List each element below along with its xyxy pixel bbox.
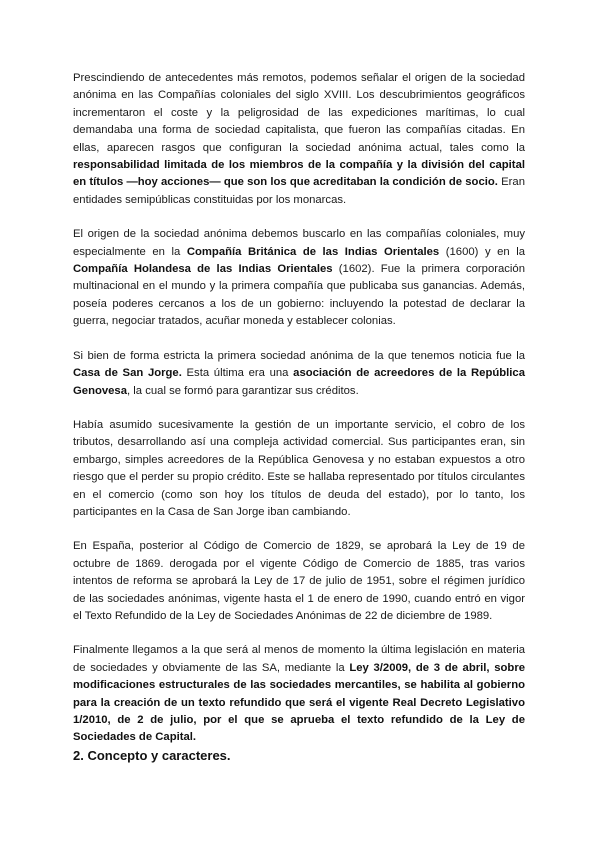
paragraph-bold-text: responsabilidad limitada de los miembros de la compañía y la división del capital en títulos —hoy acciones— que son los que acreditaban la condición de socio. (73, 159, 525, 189)
paragraph-text: Esta última era una (181, 367, 294, 380)
paragraph-espana-legislacion (73, 538, 525, 625)
paragraph-gestion-tributos (73, 417, 525, 521)
paragraph-text: El origen de la sociedad anónima debemos buscarlo en las compañías coloniales, muy especialmente en la (73, 228, 525, 258)
paragraph-text: (1602). Fue la primera corporación multinacional en el mundo y la primera compañía que publicaba sus ganancias. Además, poseía poderes cercanos a los de un gobierno: incluyendo la potestad de declarar la guerra, negociar tratados, acuñar moneda y establecer colonias. (73, 263, 525, 328)
paragraph-text: En España, posterior al Código de Comercio de 1829, se aprobará la Ley de 19 de octubre de 1869. derogada por el vigente Código de Comercio de 1885, tras varios intentos de reforma se aprobará la Ley de 17 de julio de 1951, sobre el régimen jurídico de las sociedades anónimas, vigente hasta el 1 de enero de 1990, cuando entró en vigor el Texto Refundido de la Ley de Sociedades Anónimas de 22 de diciembre de 1989. (73, 540, 525, 622)
paragraph-text: Había asumido sucesivamente la gestión de un importante servicio, el cobro de los tributos, desarrollando así una compleja actividad comercial. Sus participantes eran, sin embargo, simples acreedores de la República Genovesa y no estaban expuestos a otro riesgo que el perder su propio crédito. Este se hallaba representado por títulos circulantes en el comercio (como son hoy los títulos de deuda del estado), por lo tanto, los participantes en la Casa de San Jorge iban cambiando. (73, 418, 525, 518)
paragraph-text: Prescindiendo de antecedentes más remotos, podemos señalar el origen de la sociedad anónima en las Compañías coloniales del siglo XVIII. Los descubrimientos geográficos incrementaron el coste y la peligrosidad de las expediciones marítimas, lo cual demandaba una forma de sociedad capitalista, que fueron las compañías citadas. En ellas, aparecen rasgos que configuran la sociedad anónima actual, tales como la (73, 72, 525, 154)
section-heading: 2. Concepto y caracteres. (73, 747, 231, 763)
paragraph-origen-compania-colonial (73, 70, 525, 209)
paragraph-bold-text: Casa de San Jorge. (73, 367, 182, 380)
paragraph-casa-san-jorge (73, 348, 525, 400)
paragraph-companias-coloniales (73, 226, 525, 330)
paragraph-bold-text: Ley 3/2009, de 3 de abril, sobre modificaciones estructurales de las sociedades mercantiles, se habilita al gobierno para la creación de un texto refundido que será el vigente Real Decreto Legislativo 1/2010, de 2 de julio, por el que se aprueba el texto refundido de la Ley de Sociedades de Capital. (73, 661, 525, 744)
document-body (73, 70, 525, 765)
paragraph-bold-text: Compañía Británica de las Indias Orientales (186, 245, 440, 258)
paragraph-text: Si bien de forma estricta la primera sociedad anónima de la que tenemos noticia fue la (73, 349, 525, 362)
paragraph-text: (1600) y en la (439, 245, 526, 258)
paragraph-bold-text: Compañía Holandesa de las Indias Orientales (73, 263, 333, 276)
paragraph-bold-text: asociación de acreedores de la República Genovesa (73, 367, 525, 397)
paragraph-text: Eran entidades semipúblicas constituidas por los monarcas. (73, 176, 525, 206)
paragraph-text: Finalmente llegamos a la que será al menos de momento la última legislación en materia de sociedades y obviamente de las SA, mediante la (73, 644, 525, 674)
paragraph-ultima-legislacion (73, 642, 525, 746)
paragraph-text: , la cual se formó para garantizar sus créditos. (127, 384, 359, 397)
